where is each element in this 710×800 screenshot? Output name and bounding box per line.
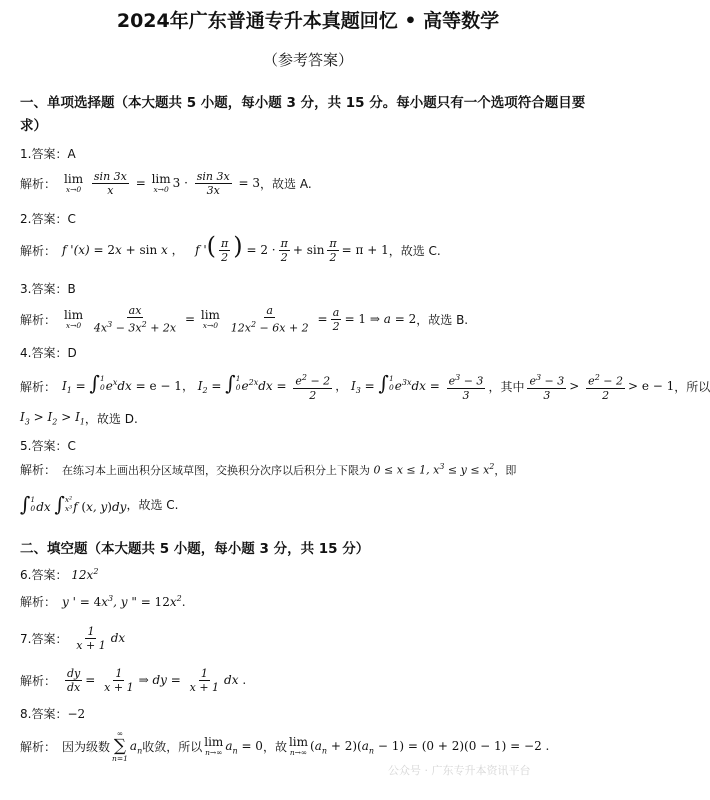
q7-formula: $\frac{dy}{dx}$ = $\frac{1}{x + 1}$ ⇒ dy = $\frac{1}{x + 1}$ dx . [67, 667, 247, 694]
q6-analysis [20, 593, 186, 610]
q5-formula: ∫ 1 0 dx ∫ x² x³ f (x, y)dy [20, 492, 127, 516]
q4-formula-compare: $\frac{e^3 - 3}{3}$ > $\frac{e^2 - 2}{2}$ > e − 1 [529, 373, 675, 402]
q5-bounds: 0 ≤ x ≤ 1, $x^3 \le y \le x^2$ [370, 462, 495, 477]
q7-answer-value: $\frac{1}{x + 1}$ dx [76, 625, 126, 652]
q8-series: ∞ ∑ n=1 $a_n$ [112, 729, 143, 763]
watermark: 公众号 · 广东专升本资讯平台 [388, 764, 531, 777]
q7-analysis-label: 解析： [20, 674, 57, 688]
q1-formula: lim x→0 $\frac{\sin 3x}{x}$ = lim x→0 3 · $\frac{\sin 3x}{3x}$ = 3 [64, 170, 261, 197]
q8-text-b: 收敛，所以 [142, 740, 203, 754]
q3-analysis-label: 解析： [20, 312, 57, 327]
q8-answer [20, 705, 85, 722]
q8-limit: lim n→∞ $a_n = 0$ [204, 735, 263, 757]
page-title: 2024年广东普通专升本真题回忆 • 高等数学 [116, 10, 500, 32]
q8-text-c: ，故 [262, 740, 287, 754]
section-2-heading: 二、填空题（本大题共 5 小题，每小题 3 分，共 15 分） [20, 541, 370, 557]
q5-conclusion [20, 494, 178, 514]
q5-text: 在练习本上画出积分区域草图，交换积分次序以后积分上下限为 [62, 463, 371, 477]
q8-answer-value: −2 [67, 706, 86, 721]
q7-analysis [20, 667, 246, 694]
q1-choose: ，故选 A. [260, 177, 312, 191]
q5-analysis [20, 461, 516, 478]
q6-analysis-label: 解析： [20, 595, 57, 609]
q2-analysis [20, 232, 441, 264]
q7-answer-label: 7.答案： [20, 632, 68, 646]
section-1-heading-line2: 求） [20, 118, 47, 134]
q3-analysis [20, 304, 468, 335]
q4-analysis-label: 解析： [20, 379, 57, 394]
q2-answer: 2.答案：C [20, 212, 76, 226]
q4-conclusion [20, 410, 138, 427]
q7-answer [20, 625, 125, 652]
q8-analysis [20, 730, 549, 763]
q4-order: $I_3 > I_2 > I_1$ [20, 410, 85, 427]
section-1-heading [20, 92, 600, 138]
q2-formula: f '(x) = 2x + sin x ， f '( $\frac{\pi}{2}$ ) = 2 · $\frac{\pi}{2}$ + sin $\frac{\pi}{2}$ = π + 1 [62, 232, 389, 264]
q5-choose: ，故选 C. [126, 497, 179, 512]
q8-analysis-label: 解析： [20, 740, 57, 754]
section-1-heading-line1: 一、单项选择题（本大题共 5 小题，每小题 3 分，共 15 分。每小题只有一个选项符合题目要 [20, 95, 586, 111]
q1-analysis [20, 170, 312, 197]
q8-text-a: 因为级数 [62, 740, 111, 754]
q4-formula-integrals: $I_1$ = ∫ 1 0 $e^xdx = e - 1$， $I_2$ = ∫ 1 0 $e^{2x}dx$ = $\frac{e^2 - 2}{2}$ ， $I_3$ = ∫ 1 0 $e^{3x}dx$ = $\frac{e^3 - 3}{3}$ [62, 370, 484, 402]
q5-then: ，即 [494, 463, 517, 477]
q1-answer: 1.答案：A [20, 147, 76, 161]
q4-where: ，其中 [488, 379, 525, 394]
q4-answer: 4.答案：D [20, 346, 77, 360]
q5-answer: 5.答案：C [20, 439, 76, 453]
q4-analysis [20, 371, 710, 402]
q5-analysis-label: 解析： [20, 463, 57, 477]
q3-answer: 3.答案：B [20, 282, 76, 296]
q4-choose: ，故选 D. [84, 412, 138, 426]
q3-choose: ，故选 B. [416, 312, 469, 327]
q6-formula: y ' = $4x^3$, y " = $12x^2$. [62, 594, 186, 609]
q6-answer [20, 566, 98, 583]
q4-so: ，所以 [674, 379, 710, 394]
q2-choose: ，故选 C. [388, 243, 441, 258]
q2-analysis-label: 解析： [20, 243, 57, 258]
q6-answer-label: 6.答案： [20, 568, 68, 582]
q3-formula: lim x→0 $\frac{ax}{4x^3 - 3x^2 + 2x}$ = lim x→0 $\frac{a}{12x^2 - 6x + 2}$ = $\frac{a}{2}$ = 1 ⇒ a = 2 [64, 304, 417, 335]
page-subtitle: （参考答案） [262, 51, 353, 69]
q6-answer-value: $12x^2$ [67, 567, 99, 582]
q8-result: lim n→∞ $(a_n + 2)(a_n - 1) = (0 + 2)(0 - 1) = -2$ . [288, 735, 550, 757]
q1-analysis-label: 解析： [20, 177, 57, 191]
q8-answer-label: 8.答案： [20, 707, 68, 721]
